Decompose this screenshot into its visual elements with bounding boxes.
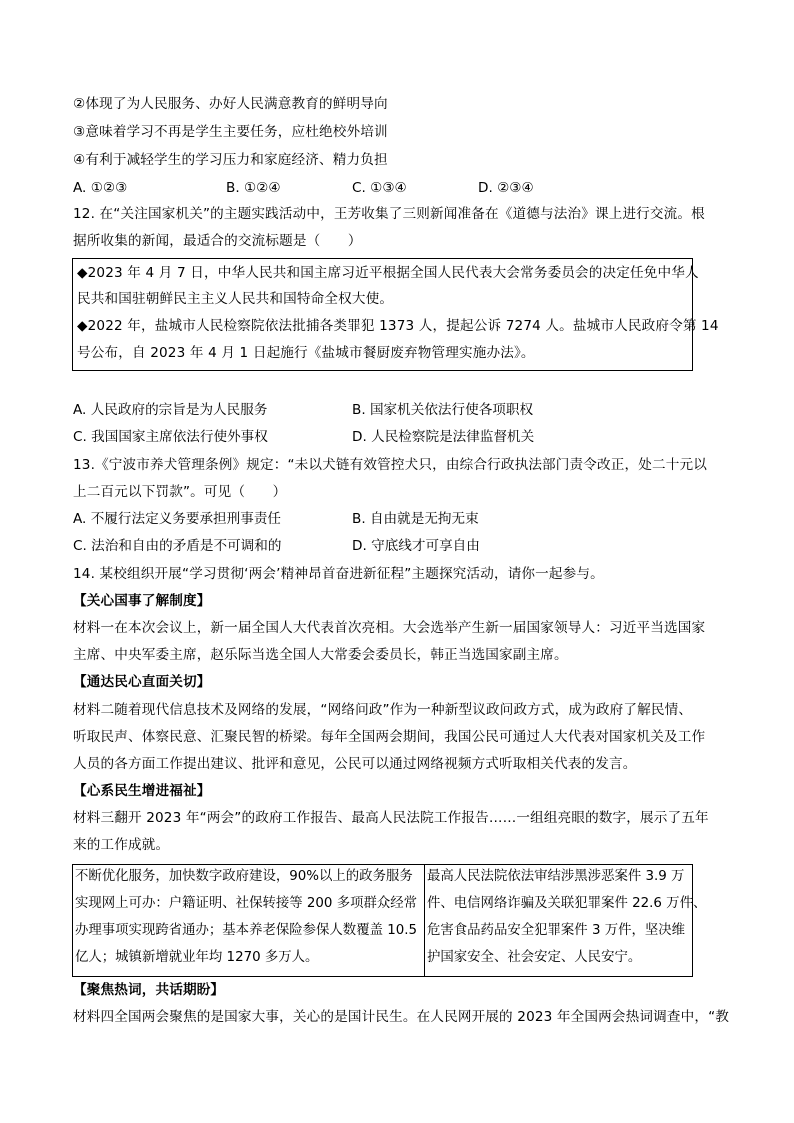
table-line: 实现网上可办：户籍证明、社保转接等 200 多项群众经常 — [75, 896, 418, 911]
q12-option-b: B. 国家机关依法行使各项职权 — [352, 402, 534, 418]
table-line: 危害食品药品安全犯罪案件 3 万件，坚决维 — [427, 923, 686, 938]
table-line: 护国家安全、社会安定、人民安宁。 — [427, 950, 642, 965]
achievements-table — [72, 864, 707, 977]
material-1-line-2: 主席、中央军委主席，赵乐际当选全国人大常委会委员长，韩正当选国家副主席。 — [73, 647, 568, 663]
q12-stem-line-1: 12. 在“关注国家机关”的主题实践活动中，王芳收集了三则新闻准备在《道德与法治》课上进行交流。根 — [73, 206, 705, 222]
table-line: 亿人；城镇新增就业年均 1270 多万人。 — [75, 950, 319, 965]
table-cell-left — [73, 865, 425, 976]
q12-option-d: D. 人民检察院是法律监督机关 — [352, 429, 535, 445]
statement-3: ③意味着学习不再是学生主要任务，应杜绝校外培训 — [73, 124, 388, 140]
q14-stem: 14. 某校组织开展“学习贯彻‘两会’精神昂首奋进新征程”主题探究活动，请你一起参与。 — [73, 566, 604, 582]
table-cell-right — [425, 865, 707, 976]
news-line: 号公布，自 2023 年 4 月 1 日起施行《盐城市餐厨废弃物管理实施办法》。 — [77, 345, 535, 361]
section-heading: 【关心国事了解制度】 — [73, 593, 211, 609]
q12-option-a: A. 人民政府的宗旨是为人民服务 — [73, 402, 268, 418]
table-line: 不断优化服务，加快数字政府建设，90%以上的政务服务 — [75, 869, 413, 884]
q11-option-b: B. ①②④ — [226, 180, 281, 196]
q13-option-b: B. 自由就是无拘无束 — [352, 511, 479, 527]
q11-option-c: C. ①③④ — [352, 180, 407, 196]
q13-stem-line-1: 13.《宁波市养犬管理条例》规定：“未以犬链有效管控犬只，由综合行政执法部门责令改正，处二十元以 — [73, 457, 707, 473]
material-4-line-1: 材料四全国两会聚焦的是国家大事，关心的是国计民生。在人民网开展的 2023 年全国两会热词调查中，“教 — [73, 1009, 730, 1025]
q13-option-a: A. 不履行法定义务要承担刑事责任 — [73, 511, 282, 527]
q12-news-box — [72, 258, 719, 371]
material-1-line-1: 材料一在本次会议上，新一届全国人大代表首次亮相。大会选举产生新一届国家领导人：习近平当选国家 — [73, 620, 706, 636]
q13-option-c: C. 法治和自由的矛盾是不可调和的 — [73, 538, 282, 554]
table-line: 最高人民法院依法审结涉黑涉恶案件 3.9 万 — [427, 869, 685, 884]
news-line: 民共和国驻朝鲜民主主义人民共和国特命全权大使。 — [77, 291, 394, 307]
news-line: ◆2022 年，盐城市人民检察院依法批捕各类罪犯 1373 人，提起公诉 7274 人。盐城市人民政府令第 14 — [77, 318, 719, 334]
statement-4: ④有利于减轻学生的学习压力和家庭经济、精力负担 — [73, 152, 388, 168]
q11-option-a: A. ①②③ — [73, 180, 128, 196]
q13-stem-line-2: 上二百元以下罚款”。可见（ ） — [73, 484, 287, 500]
q12-option-c: C. 我国国家主席依法行使外事权 — [73, 429, 268, 445]
q12-stem-line-2: 据所收集的新闻，最适合的交流标题是（ ） — [73, 233, 362, 249]
material-2-line-3: 人员的各方面工作提出建议、批评和意见，公民可以通过网络视频方式听取相关代表的发言。 — [73, 756, 637, 772]
section-heading: 【心系民生增进福祉】 — [73, 783, 211, 799]
table-line: 件、电信网络诈骗及关联犯罪案件 22.6 万件、 — [427, 896, 707, 911]
material-3-line-2: 来的工作成就。 — [73, 837, 170, 853]
news-line: ◆2023 年 4 月 7 日，中华人民共和国主席习近平根据全国人民代表大会常务委员会的决定任免中华人 — [77, 265, 699, 281]
table-line: 办理事项实现跨省通办；基本养老保险参保人数覆盖 10.5 — [75, 923, 418, 938]
section-heading: 【聚焦热词，共话期盼】 — [73, 982, 225, 998]
q13-option-d: D. 守底线才可享自由 — [352, 538, 480, 554]
material-2-line-2: 听取民声、体察民意、汇聚民智的桥梁。每年全国两会期间，我国公民可通过人大代表对国家机关及工作 — [73, 729, 706, 745]
material-2-line-1: 材料二随着现代信息技术及网络的发展，“网络问政”作为一种新型议政问政方式，成为政府了解民情、 — [73, 702, 693, 718]
material-3-line-1: 材料三翻开 2023 年“两会”的政府工作报告、最高人民法院工作报告……一组组亮眼的数字，展示了五年 — [73, 810, 709, 826]
q11-option-d: D. ②③④ — [478, 180, 534, 196]
statement-2: ②体现了为人民服务、办好人民满意教育的鲜明导向 — [73, 96, 388, 112]
section-heading: 【通达民心直面关切】 — [73, 674, 211, 690]
